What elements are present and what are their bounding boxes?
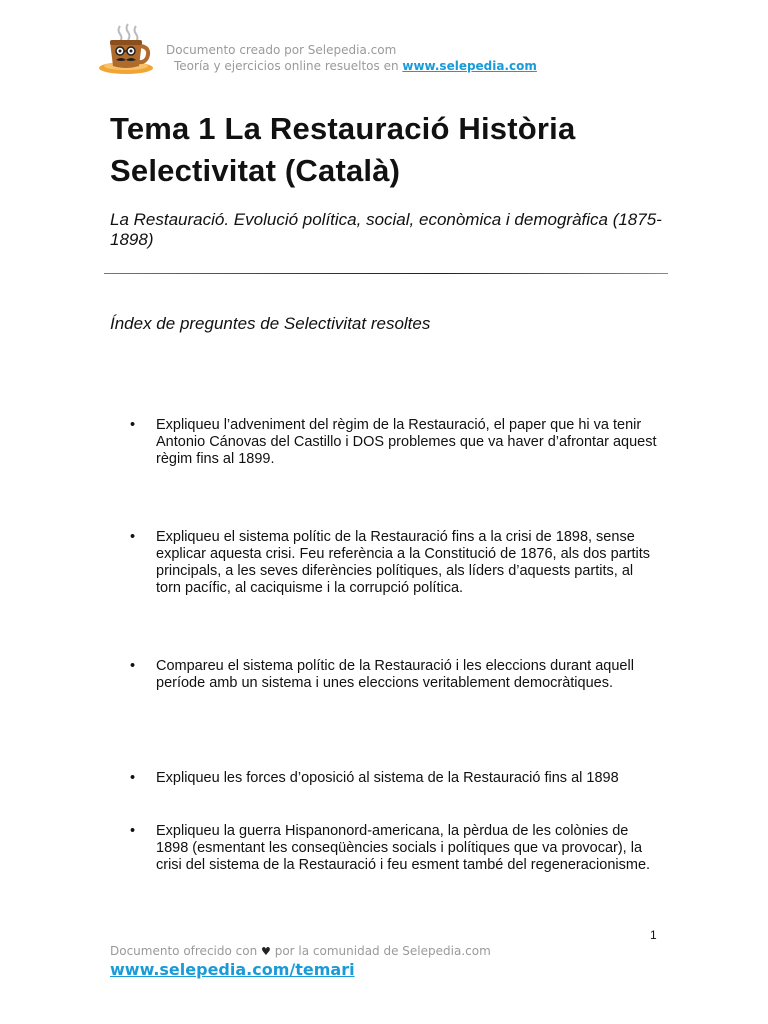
header-text xyxy=(166,42,537,74)
footer-text xyxy=(110,944,670,958)
bullet: • xyxy=(130,417,136,433)
index-heading: Índex de preguntes de Selectivitat resoltes xyxy=(110,314,431,333)
document-title: Tema 1 La Restauració Història Selectivitat (Català) xyxy=(110,111,576,188)
document-subtitle: La Restauració. Evolució política, social, econòmica i demogràfica (1875-1898) xyxy=(110,210,662,249)
question-text: Expliqueu la guerra Hispanonord-americana, la pèrdua de les colònies de 1898 (esmentant les conseqüències socials i polítiques que va provocar), la crisi del sistema de la Restauració i feu esment també del regeneracionisme. xyxy=(156,823,651,873)
footer-text-before: Documento ofrecido con xyxy=(110,944,262,958)
bullet: • xyxy=(130,658,136,674)
question-text: Compareu el sistema polític de la Restauració i les eleccions durant aquell període amb un sistema i unes eleccions veritablement democràtiques. xyxy=(156,658,634,691)
page-header xyxy=(98,22,658,82)
question-text: Expliqueu les forces d’oposició al sistema de la Restauració fins al 1898 xyxy=(156,770,619,786)
temari-link[interactable]: www.selepedia.com/temari xyxy=(110,960,355,979)
bullet: • xyxy=(130,529,136,545)
footer-text-after: por la comunidad de Selepedia.com xyxy=(270,944,491,958)
bullet: • xyxy=(130,770,136,786)
question-text: Expliqueu l’adveniment del règim de la Restauració, el paper que hi va tenir Antonio Cánovas del Castillo i DOS problemes que va haver d’afrontar aquest règim fins al 1899. xyxy=(156,417,657,467)
header-line-2-text: Teoría y ejercicios online resueltos en xyxy=(174,59,403,73)
bullet: • xyxy=(130,823,136,839)
heart-icon: ♥ xyxy=(261,945,271,958)
page-footer xyxy=(110,944,670,979)
header-line-2 xyxy=(166,58,537,74)
page-number: 1 xyxy=(650,928,657,942)
selepedia-link[interactable]: www.selepedia.com xyxy=(402,59,537,73)
header-line-1: Documento creado por Selepedia.com xyxy=(166,43,397,57)
question-text: Expliqueu el sistema polític de la Restauració fins a la crisi de 1898, sense explicar aquesta crisi. Feu referència a la Constitució de 1876, als dos partits principals, a les seves diferències polítiques, als líders d’aquests partits, al torn pacífic, al caciquisme i la corrupció política. xyxy=(156,529,651,596)
divider-line xyxy=(104,273,668,274)
coffee-mug-logo xyxy=(98,22,156,76)
